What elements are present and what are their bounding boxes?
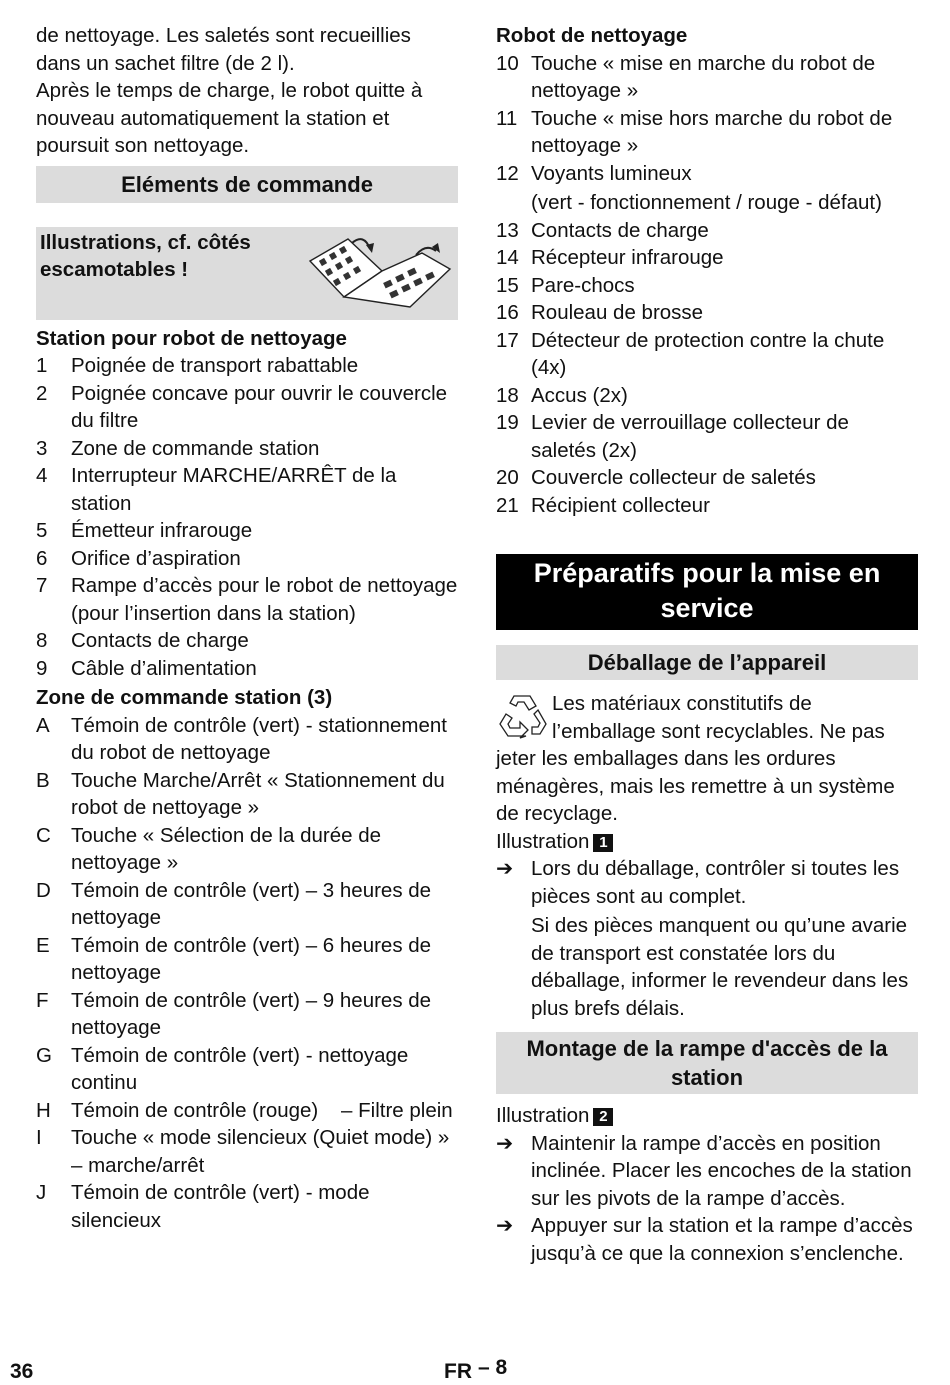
list-item xyxy=(36,545,458,573)
item-number: 7 xyxy=(36,574,48,597)
list-item xyxy=(496,382,918,410)
item-text: Interrupteur MARCHE/ARRÊT de la station xyxy=(71,464,397,515)
item-number: 9 xyxy=(36,656,48,680)
item-text: Touche « Sélection de la durée de nettoyage » xyxy=(71,823,382,874)
item-number: 8 xyxy=(36,629,48,652)
station-list xyxy=(36,352,458,682)
item-letter: D xyxy=(36,878,51,902)
item-letter: J xyxy=(36,1181,47,1204)
list-item xyxy=(496,492,918,520)
item-text: Touche Marche/Arrêt « Stationnement du robot de nettoyage » xyxy=(71,768,445,819)
item-number: 2 xyxy=(36,381,48,405)
section-title-montage-rampe: Montage de la rampe d'accès de la station xyxy=(496,1032,918,1094)
item-letter: A xyxy=(36,713,50,737)
list-item xyxy=(496,272,918,300)
zone-list xyxy=(36,712,458,1235)
item-text: Câble d’alimentation xyxy=(71,656,257,680)
figure-number-badge: 1 xyxy=(593,834,613,852)
fold-out-book-icon xyxy=(304,231,454,315)
illustration-ref-2 xyxy=(496,1102,918,1130)
item-text: Émetteur infrarouge xyxy=(71,519,253,542)
list-item xyxy=(36,435,458,463)
item-text: Témoin de contrôle (vert) – 6 heures de nettoyage xyxy=(71,933,432,984)
item-text: Contacts de charge xyxy=(71,629,249,652)
item-number: 16 xyxy=(496,301,519,324)
step-text: Lors du déballage, contrôler si toutes les pièces sont au complet. xyxy=(531,857,900,908)
item-number: 19 xyxy=(496,411,519,434)
list-item xyxy=(496,217,918,245)
illustration-label: Illustration xyxy=(496,829,590,853)
intro-paragraph-1: de nettoyage. Les saletés sont recueillies dans un sachet filtre (de 2 l). xyxy=(36,24,411,75)
step-text-group xyxy=(531,855,918,1022)
intro-paragraph-2: Après le temps de charge, le robot quitte à nouveau automatiquement la station et poursuit son nettoyage. xyxy=(36,79,423,157)
list-item xyxy=(36,462,458,517)
instruction-step xyxy=(496,1212,918,1267)
list-item xyxy=(36,767,458,822)
instruction-step xyxy=(496,1130,918,1213)
item-number: 11 xyxy=(496,106,518,130)
item-letter: C xyxy=(36,823,51,847)
item-text: Récepteur infrarouge xyxy=(531,246,724,269)
instruction-step xyxy=(496,855,918,1022)
illustration-note-text: Illustrations, cf. côtés escamotables ! xyxy=(40,230,251,281)
item-number: 14 xyxy=(496,246,519,269)
item-letter: E xyxy=(36,933,50,957)
item-text: Couvercle collecteur de saletés xyxy=(531,466,816,489)
step-note: Si des pièces manquent ou qu’une avarie de transport est constatée lors du déballage, informer le revendeur dans les plus brefs délais. xyxy=(531,914,909,1020)
item-text: Détecteur de protection contre la chute (4x) xyxy=(531,328,885,379)
item-number: 15 xyxy=(496,273,519,297)
item-text: Témoin de contrôle (vert) – 9 heures de nettoyage xyxy=(71,988,432,1039)
item-number: 13 xyxy=(496,218,519,242)
item-text: Touche « mise hors marche du robot de nettoyage » xyxy=(531,106,893,157)
item-text: Zone de commande station xyxy=(71,436,320,460)
list-item xyxy=(36,1124,458,1179)
item-text: Poignée concave pour ouvrir le couvercle du filtre xyxy=(71,381,448,432)
illustration-note-box xyxy=(36,227,458,320)
item-text: Touche « mode silencieux (Quiet mode) » – marche/arrêt xyxy=(71,1126,450,1177)
item-number: 20 xyxy=(496,466,519,489)
list-item xyxy=(36,517,458,545)
illustration-ref-1 xyxy=(496,828,918,856)
arrow-right-icon: ➔ xyxy=(496,1131,514,1155)
item-text: Témoin de contrôle (vert) – 3 heures de nettoyage xyxy=(71,878,432,929)
item-letter: H xyxy=(36,1098,51,1122)
item-number: 6 xyxy=(36,546,48,570)
list-item xyxy=(36,877,458,932)
item-text: Accus (2x) xyxy=(531,383,628,407)
item-text: Orifice d’aspiration xyxy=(71,546,241,570)
item-number: 3 xyxy=(36,436,48,460)
list-item xyxy=(496,244,918,272)
list-item xyxy=(496,464,918,492)
item-number: 18 xyxy=(496,383,519,407)
list-item xyxy=(36,352,458,380)
item-number: 10 xyxy=(496,51,519,75)
list-item xyxy=(496,327,918,382)
figure-number-badge: 2 xyxy=(593,1108,613,1126)
station-heading: Station pour robot de nettoyage xyxy=(36,326,347,350)
item-number: 12 xyxy=(496,161,519,185)
list-item xyxy=(496,299,918,327)
list-item xyxy=(36,627,458,655)
item-text: Poignée de transport rabattable xyxy=(71,354,359,377)
robot-heading: Robot de nettoyage xyxy=(496,24,688,47)
right-column xyxy=(496,22,918,1267)
item-text: Levier de verrouillage collecteur de saletés (2x) xyxy=(531,411,849,462)
item-number: 21 xyxy=(496,493,519,517)
item-number: 5 xyxy=(36,519,48,542)
section-title-deballage: Déballage de l’appareil xyxy=(496,645,918,680)
item-text: Contacts de charge xyxy=(531,218,709,242)
item-number: 4 xyxy=(36,464,48,487)
list-item xyxy=(496,160,918,217)
list-item xyxy=(496,50,918,105)
recycle-paragraph xyxy=(496,690,918,828)
recycle-icon xyxy=(496,690,548,740)
item-letter: I xyxy=(36,1126,42,1149)
list-item xyxy=(36,987,458,1042)
item-text: Témoin de contrôle (rouge) – Filtre plein xyxy=(71,1098,453,1122)
item-text: Rouleau de brosse xyxy=(531,301,704,324)
list-item xyxy=(36,380,458,435)
list-item xyxy=(36,1097,458,1125)
item-text: Témoin de contrôle (vert) - stationnement du robot de nettoyage xyxy=(71,713,447,764)
item-text: Voyants lumineux xyxy=(531,161,692,185)
arrow-right-icon: ➔ xyxy=(496,1214,514,1237)
item-text: Rampe d’accès pour le robot de nettoyage (pour l’insertion dans la station) xyxy=(71,574,458,625)
item-number: 1 xyxy=(36,354,48,377)
item-text: Touche « mise en marche du robot de nettoyage » xyxy=(531,51,876,102)
left-column xyxy=(36,22,458,1234)
list-item xyxy=(496,105,918,160)
list-item xyxy=(36,1179,458,1234)
list-item xyxy=(36,572,458,627)
page-number: 36 xyxy=(10,1360,34,1383)
robot-list xyxy=(496,50,918,520)
recycle-text: Les matériaux constitutifs de l’emballage sont recyclables. Ne pas jeter les emballages dans les ordures ménagères, mais les remettre à un système de recyclage. xyxy=(496,692,895,825)
list-item xyxy=(496,409,918,464)
zone-heading: Zone de commande station (3) xyxy=(36,686,333,709)
sub-page-number: – 8 xyxy=(478,1356,508,1379)
list-item xyxy=(36,932,458,987)
item-number: 17 xyxy=(496,328,519,352)
item-text: Récipient collecteur xyxy=(531,493,710,517)
step-text: Maintenir la rampe d’accès en position inclinée. Placer les encoches de la station sur les pivots de la rampe d’accès. xyxy=(531,1131,912,1210)
item-text-group xyxy=(531,160,918,217)
item-subtext: (vert - fonctionnement / rouge - défaut) xyxy=(531,191,882,214)
illustration-label: Illustration xyxy=(496,1104,590,1127)
item-text: Témoin de contrôle (vert) - nettoyage continu xyxy=(71,1043,409,1094)
chapter-heading-preparatifs: Préparatifs pour la mise en service xyxy=(496,554,918,630)
step-text: Appuyer sur la station et la rampe d’accès jusqu’à ce que la connexion s’enclenche. xyxy=(531,1214,913,1265)
list-item xyxy=(36,822,458,877)
item-letter: B xyxy=(36,768,50,792)
list-item xyxy=(36,1042,458,1097)
list-item xyxy=(36,655,458,683)
item-text: Pare-chocs xyxy=(531,273,635,297)
item-text: Témoin de contrôle (vert) - mode silencieux xyxy=(71,1181,370,1232)
item-letter: F xyxy=(36,988,49,1012)
section-title-elements-de-commande: Eléments de commande xyxy=(36,166,458,203)
list-item xyxy=(36,712,458,767)
language-code: FR xyxy=(444,1360,472,1383)
item-letter: G xyxy=(36,1043,52,1067)
arrow-right-icon: ➔ xyxy=(496,857,514,880)
